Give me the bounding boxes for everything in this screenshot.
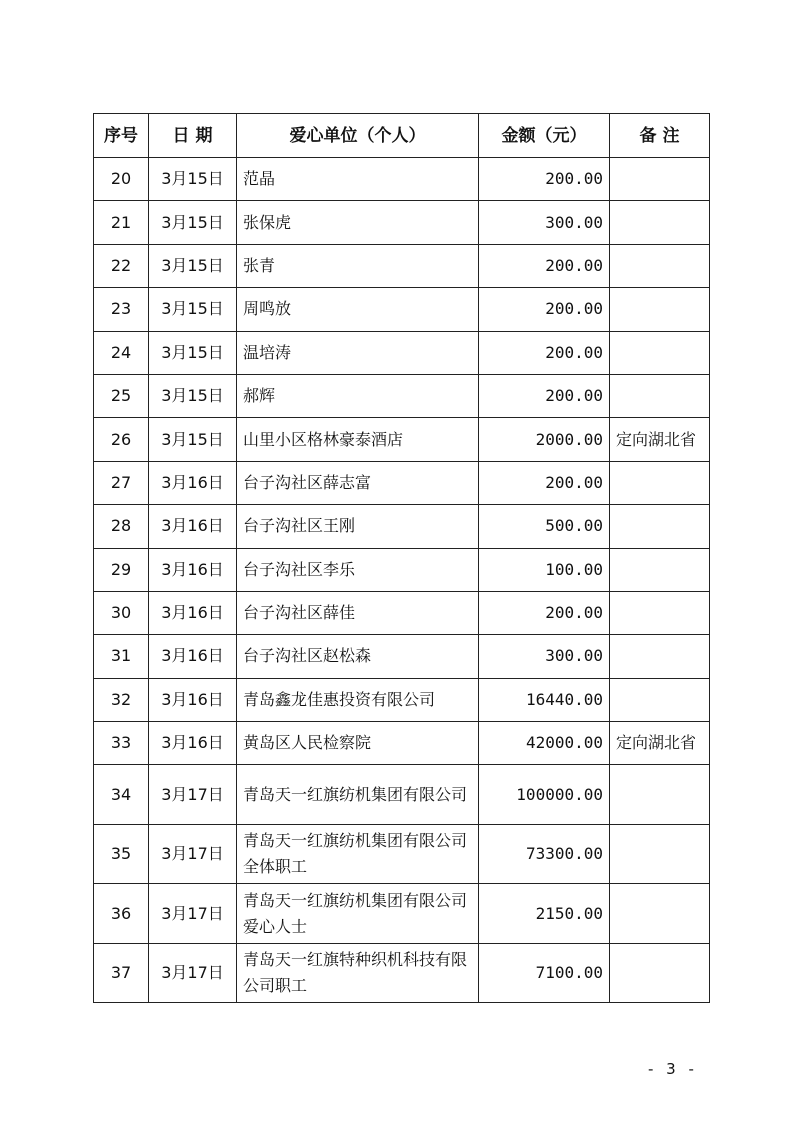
table-row <box>94 591 710 634</box>
row-amount: 7100.00 <box>479 943 610 1003</box>
row-index: 28 <box>94 505 149 548</box>
row-amount: 200.00 <box>479 374 610 417</box>
row-date: 3月16日 <box>149 591 237 634</box>
row-donor: 台子沟社区薛志富 <box>237 461 479 504</box>
table-row <box>94 158 710 201</box>
header-amount: 金额（元） <box>479 114 610 158</box>
row-note <box>610 331 710 374</box>
row-note <box>610 591 710 634</box>
row-donor: 台子沟社区薛佳 <box>237 591 479 634</box>
row-note <box>610 678 710 721</box>
row-date: 3月16日 <box>149 461 237 504</box>
row-donor: 张保虎 <box>237 201 479 244</box>
row-note <box>610 201 710 244</box>
row-amount: 300.00 <box>479 635 610 678</box>
row-amount: 200.00 <box>479 331 610 374</box>
row-date: 3月15日 <box>149 331 237 374</box>
row-index: 36 <box>94 884 149 944</box>
row-date: 3月15日 <box>149 418 237 461</box>
row-donor: 台子沟社区赵松森 <box>237 635 479 678</box>
row-donor: 青岛天一红旗纺机集团有限公司 <box>237 765 479 825</box>
row-index: 22 <box>94 244 149 287</box>
row-index: 25 <box>94 374 149 417</box>
table-row <box>94 461 710 504</box>
table-row <box>94 765 710 825</box>
row-note <box>610 635 710 678</box>
table-row <box>94 635 710 678</box>
row-index: 34 <box>94 765 149 825</box>
row-note <box>610 244 710 287</box>
row-note <box>610 824 710 884</box>
row-date: 3月16日 <box>149 505 237 548</box>
row-note <box>610 288 710 331</box>
table-row <box>94 418 710 461</box>
row-note <box>610 461 710 504</box>
row-donor: 张青 <box>237 244 479 287</box>
table-row <box>94 884 710 944</box>
row-note <box>610 548 710 591</box>
row-index: 30 <box>94 591 149 634</box>
row-donor: 青岛天一红旗特种织机科技有限公司职工 <box>237 943 479 1003</box>
row-amount: 200.00 <box>479 158 610 201</box>
table-row <box>94 288 710 331</box>
row-amount: 100.00 <box>479 548 610 591</box>
row-note: 定向湖北省 <box>610 418 710 461</box>
table-row <box>94 943 710 1003</box>
row-amount: 42000.00 <box>479 722 610 765</box>
header-date: 日 期 <box>149 114 237 158</box>
row-note <box>610 884 710 944</box>
table-row <box>94 244 710 287</box>
row-note <box>610 505 710 548</box>
row-amount: 16440.00 <box>479 678 610 721</box>
row-donor: 温培涛 <box>237 331 479 374</box>
table-header-row <box>94 114 710 158</box>
row-index: 31 <box>94 635 149 678</box>
table-row <box>94 722 710 765</box>
row-donor: 台子沟社区李乐 <box>237 548 479 591</box>
row-amount: 73300.00 <box>479 824 610 884</box>
row-date: 3月15日 <box>149 158 237 201</box>
row-donor: 范晶 <box>237 158 479 201</box>
row-amount: 2150.00 <box>479 884 610 944</box>
row-date: 3月17日 <box>149 824 237 884</box>
table-row <box>94 374 710 417</box>
row-donor: 台子沟社区王刚 <box>237 505 479 548</box>
row-index: 26 <box>94 418 149 461</box>
row-donor: 郝辉 <box>237 374 479 417</box>
row-donor: 黄岛区人民检察院 <box>237 722 479 765</box>
row-date: 3月15日 <box>149 288 237 331</box>
row-date: 3月15日 <box>149 201 237 244</box>
row-index: 21 <box>94 201 149 244</box>
row-donor: 周鸣放 <box>237 288 479 331</box>
row-index: 23 <box>94 288 149 331</box>
row-date: 3月15日 <box>149 244 237 287</box>
row-date: 3月17日 <box>149 943 237 1003</box>
row-amount: 200.00 <box>479 591 610 634</box>
row-amount: 200.00 <box>479 461 610 504</box>
row-index: 27 <box>94 461 149 504</box>
row-note <box>610 374 710 417</box>
row-date: 3月16日 <box>149 678 237 721</box>
row-date: 3月16日 <box>149 635 237 678</box>
row-note <box>610 158 710 201</box>
page-number: - 3 - <box>648 1060 698 1078</box>
row-note: 定向湖北省 <box>610 722 710 765</box>
row-note <box>610 765 710 825</box>
row-index: 37 <box>94 943 149 1003</box>
row-index: 33 <box>94 722 149 765</box>
row-date: 3月16日 <box>149 548 237 591</box>
donation-table <box>93 113 710 1003</box>
table-row <box>94 678 710 721</box>
row-donor: 山里小区格林豪泰酒店 <box>237 418 479 461</box>
row-amount: 200.00 <box>479 244 610 287</box>
table-row <box>94 824 710 884</box>
row-date: 3月17日 <box>149 765 237 825</box>
table-row <box>94 331 710 374</box>
row-date: 3月17日 <box>149 884 237 944</box>
row-index: 35 <box>94 824 149 884</box>
row-amount: 200.00 <box>479 288 610 331</box>
row-amount: 500.00 <box>479 505 610 548</box>
header-donor: 爱心单位（个人） <box>237 114 479 158</box>
row-amount: 300.00 <box>479 201 610 244</box>
row-date: 3月15日 <box>149 374 237 417</box>
row-amount: 2000.00 <box>479 418 610 461</box>
header-index: 序号 <box>94 114 149 158</box>
row-index: 32 <box>94 678 149 721</box>
row-index: 20 <box>94 158 149 201</box>
table-row <box>94 201 710 244</box>
header-note: 备 注 <box>610 114 710 158</box>
row-donor: 青岛天一红旗纺机集团有限公司爱心人士 <box>237 884 479 944</box>
row-donor: 青岛鑫龙佳惠投资有限公司 <box>237 678 479 721</box>
row-donor: 青岛天一红旗纺机集团有限公司全体职工 <box>237 824 479 884</box>
row-index: 29 <box>94 548 149 591</box>
row-amount: 100000.00 <box>479 765 610 825</box>
row-date: 3月16日 <box>149 722 237 765</box>
table-row <box>94 505 710 548</box>
row-note <box>610 943 710 1003</box>
table-row <box>94 548 710 591</box>
row-index: 24 <box>94 331 149 374</box>
